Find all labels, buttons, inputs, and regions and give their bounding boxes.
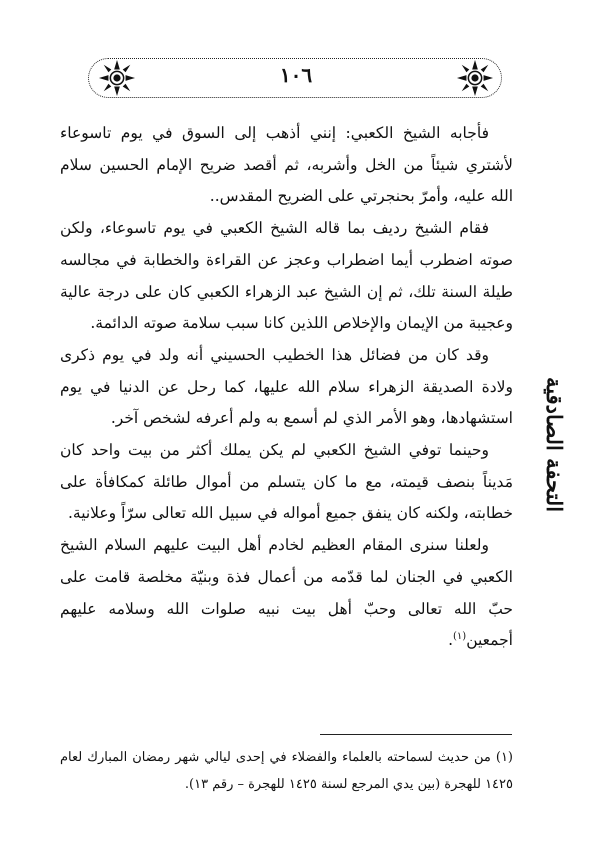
- star-ornament-icon: [456, 59, 494, 97]
- footnote: (١) من حديث لسماحته بالعلماء والفضلاء في إحدى ليالي شهر رمضان المبارك لعام ١٤٢٥ للهجرة (بين يدي المرجع لسنة ١٤٢٥ للهجرة – رقم ١٣).: [60, 750, 513, 792]
- body-text: [60, 118, 513, 657]
- star-ornament-icon: [98, 59, 136, 97]
- paragraph: وحينما توفي الشيخ الكعبي لم يكن يملك أكثر من بيت واحد كان مَديناً بنصف قيمته، مع ما كان يتسلم من أموال طائلة كمكافأة على خطابته، ولكنه كان ينفق جميع أمواله في سبيل الله تعالى سرّاً وعلانية.: [60, 441, 513, 523]
- paragraph: فأجابه الشيخ الكعبي: إنني أذهب إلى السوق في يوم تاسوعاء لأشتري شيئاً من الخل وأشربه، ثم أقصد ضريح الإمام الحسين سلام الله عليه، وأمرّ بحنجرتي على الضريح المقدس..: [60, 124, 513, 206]
- page-number: ١٠٦: [279, 63, 313, 87]
- book-side-title: التحفة الصادقية: [542, 377, 567, 513]
- footnotes: [60, 744, 513, 798]
- paragraph: ولعلنا سنرى المقام العظيم لخادم أهل البيت عليهم السلام الشيخ الكعبي في الجنان لما قدّمه من أعمال فذة وبنيّة مخلصة قامت على حبّ الله تعالى وحبّ أهل بيت نبيه صلوات الله وسلامه عليهم أجمعين: [60, 536, 513, 650]
- footnote-reference: (١): [453, 631, 467, 643]
- paragraph: وقد كان من فضائل هذا الخطيب الحسيني أنه ولد في يوم ذكرى ولادة الصديقة الزهراء سلام الله عليها، كما رحل عن الدنيا في يوم استشهادها، وهو الأمر الذي لم أسمع به ولم أعرفه لشخص آخر.: [60, 345, 513, 428]
- paragraph-with-footnote: ولعلنا سنرى المقام العظيم لخادم أهل البيت عليهم السلام الشيخ الكعبي في الجنان لما قدّمه من أعمال فذة وبنيّة مخلصة قامت على حبّ الله تعالى وحبّ أهل بيت نبيه صلوات الله وسلامه عليهم أجمعين$^{(١)}$.: [60, 536, 513, 650]
- footnote-divider: [320, 734, 512, 735]
- paragraph: فقام الشيخ رديف بما قاله الشيخ الكعبي في يوم تاسوعاء، ولكن صوته اضطرب أيما اضطراب وعجز عن القراءة والخطابة في مجالسه طيلة السنة تلك، ثم إن الشيخ عبد الزهراء الكعبي كان على درجة عالية وعجيبة من الإيمان والإخلاص اللذين كانا سبب سلامة صوته الدائمة.: [60, 219, 513, 333]
